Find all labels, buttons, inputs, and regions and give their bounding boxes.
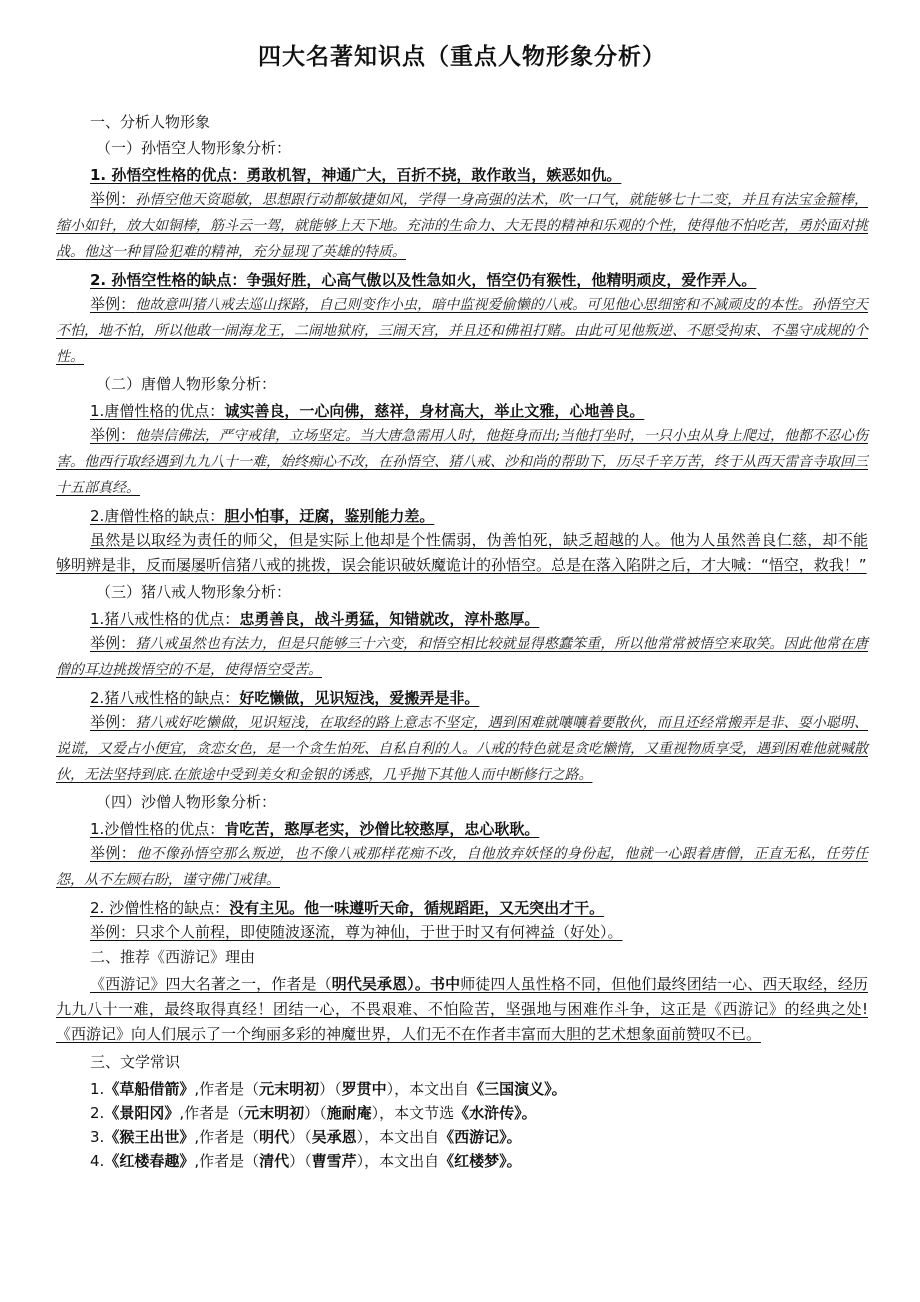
cons-text: 没有主见。他一味遵听天命，循规蹈距，又无突出才干。 [229, 899, 605, 917]
example-text: 孙悟空他天资聪敏，思想跟行动都敏捷如风，学得一身高强的法术，吹一口气，就能够七十二变，并且有法宝金箍棒，缩小如针，放大如铜棒，筋斗云一驾，就能够上天下地。充沛的生命力、大无畏的精神和乐观的个性，使得他不怕吃苦，勇於面对挑战。他这一种冒险犯难的精神，充分显现了英雄的特质。 [56, 192, 868, 260]
example-text: 猪八戒好吃懒做，见识短浅，在取经的路上意志不坚定，遇到困难就嚷嚷着要散伙，而且还经常搬弄是非、耍小聪明、说谎，又爱占小便宜，贪恋女色，是一个贪生怕死、自私自利的人。八戒的特色就是贪吃懒惰，又重视物质享受，遇到困难他就喊散伙，无法坚持到底.在旅途中受到美女和金银的诱惑，几乎抛下其他人而中断修行之路。 [56, 715, 868, 783]
example-paragraph [56, 841, 868, 893]
subsection-heading: （四）沙僧人物形象分析： [96, 793, 277, 811]
recommend-paragraph [56, 972, 868, 1047]
cons-label: 2. 沙僧性格的缺点： [90, 899, 230, 917]
example-paragraph [56, 631, 868, 683]
example-line [56, 920, 868, 944]
list-item: 4.《红楼春趣》,作者是（清代）（曹雪芹），本文出自《红楼梦》。 [90, 1152, 522, 1170]
example-paragraph [56, 292, 868, 370]
subsection-heading: （一）孙悟空人物形象分析： [96, 139, 292, 157]
example-text: 只求个人前程，即使随波逐流，尊为神仙，于世于时又有何裨益（好处）。 [135, 923, 623, 941]
recommend-text-post: 师徒四人虽性格不同，但他们最终团结一心、西天取经，经历九九八十一难，最终取得真经！团结一心，不畏艰难、不怕险苦，坚强地与困难作斗争，这正是《西游记》的经典之处!《西游记》向人们展示了一个绚丽多彩的神魔世界，人们无不在作者丰富而大胆的艺术想象面前赞叹不已。 [56, 975, 868, 1043]
page-title: 四大名著知识点（重点人物形象分析） [258, 44, 666, 70]
example-text: 猪八戒虽然也有法力，但是只能够三十六变，和悟空相比较就显得憨蠢笨重，所以他常常被悟空来取笑。因此他常在唐僧的耳边挑拨悟空的不是，使得悟空受苦。 [56, 636, 868, 678]
cons-line [56, 896, 868, 920]
example-label: 举例： [90, 634, 136, 652]
list-item: 1.《草船借箭》,作者是（元末明初）（罗贯中），本文出自《三国演义》。 [90, 1080, 567, 1098]
list-item: 3.《猴王出世》,作者是（明代）（吴承恩），本文出自《西游记》。 [90, 1128, 522, 1146]
example-label: 举例： [90, 295, 136, 313]
pros-text: 勇敢机智，神通广大，百折不挠，敢作敢当，嫉恶如仇。 [246, 166, 622, 184]
pros-label: 1.唐僧性格的优点： [90, 402, 225, 420]
literary-list [56, 1077, 868, 1173]
cons-text: 好吃懒做，见识短浅，爱搬弄是非。 [239, 689, 480, 707]
recommend-text-pre: 《西游记》四大名著之一，作者是（ [90, 975, 332, 993]
cons-label: 2.猪八戒性格的缺点： [90, 689, 240, 707]
pros-text: 忠勇善良，战斗勇猛，知错就改，淳朴憨厚。 [239, 610, 540, 628]
cons-line [56, 686, 868, 710]
subsection-heading: （二）唐僧人物形象分析： [96, 375, 277, 393]
example-label: 举例： [90, 923, 136, 941]
example-label: 举例： [90, 844, 137, 862]
example-label: 举例： [90, 426, 136, 444]
example-paragraph [56, 710, 868, 788]
list-item: 2.《景阳冈》,作者是（元末明初）（施耐庵），本文节选《水浒传》。 [90, 1104, 537, 1122]
pros-line [56, 607, 868, 631]
pros-text: 诚实善良，一心向佛，慈祥，身材高大，举止文雅，心地善良。 [224, 402, 645, 420]
example-text: 他不像孙悟空那么叛逆，也不像八戒那样花痴不改，自他放弃妖怪的身份起，他就一心跟着唐僧，正直无私，任劳任怨，从不左顾右盼，谨守佛门戒律。 [56, 846, 868, 888]
cons-label: 2. 孙悟空性格的缺点： [90, 271, 247, 289]
example-text: 虽然是以取经为责任的师父，但是实际上他却是个性儒弱，伪善怕死，缺乏超越的人。他为人虽然善良仁慈，却不能够明辨是非，反而屡屡听信猪八戒的挑拨，误会能识破妖魔诡计的孙悟空。总是在落入陷阱之后，才大喊：“悟空，救我！” [56, 531, 868, 574]
example-text: 他故意叫猪八戒去巡山探路，自己则变作小虫，暗中监视爱偷懒的八戒。可见他心思细密和不减顽皮的本性。孙悟空天不怕，地不怕，所以他敢一闹海龙王，二闹地狱府，三闹天宫，并且还和佛祖打赌。由此可见他叛逆、不愿受拘束、不墨守成规的个性。 [56, 297, 868, 365]
cons-line [56, 268, 868, 292]
example-label: 举例： [90, 713, 136, 731]
pros-label: 1. 孙悟空性格的优点： [90, 166, 247, 184]
cons-label: 2.唐僧性格的缺点： [90, 507, 225, 525]
example-paragraph [56, 187, 868, 265]
subsection-heading: （三）猪八戒人物形象分析： [96, 583, 292, 601]
example-paragraph [56, 423, 868, 501]
pros-line [56, 163, 868, 187]
cons-line [56, 504, 868, 528]
section-heading: 三、文学常识 [90, 1053, 181, 1071]
pros-line [56, 399, 868, 423]
section-heading: 二、推荐《西游记》理由 [90, 948, 256, 966]
example-label: 举例： [90, 190, 136, 208]
cons-text: 胆小怕事，迂腐，鉴别能力差。 [224, 507, 435, 525]
recommend-text-bold: 明代吴承恩）。书中 [331, 975, 461, 993]
example-text: 他崇信佛法，严守戒律，立场坚定。当大唐急需用人时，他挺身而出;当他打坐时，一只小虫从身上爬过，他都不忍心伤害。他西行取经遇到九九八十一难，始终痴心不改，在孙悟空、猪八戒、沙和尚的帮助下，历尽千辛万苦，终于从西天雷音寺取回三十五部真经。 [56, 428, 868, 496]
cons-text: 争强好胜，心高气傲以及性急如火，悟空仍有猴性，他精明顽皮，爱作弄人。 [246, 271, 757, 289]
pros-label: 1.猪八戒性格的优点： [90, 610, 240, 628]
pros-text: 肯吃苦，憨厚老实，沙僧比较憨厚，忠心耿耿。 [224, 820, 540, 838]
pros-line [56, 817, 868, 841]
example-paragraph [56, 528, 868, 578]
pros-label: 1.沙僧性格的优点： [90, 820, 225, 838]
section-heading: 一、分析人物形象 [90, 113, 211, 131]
